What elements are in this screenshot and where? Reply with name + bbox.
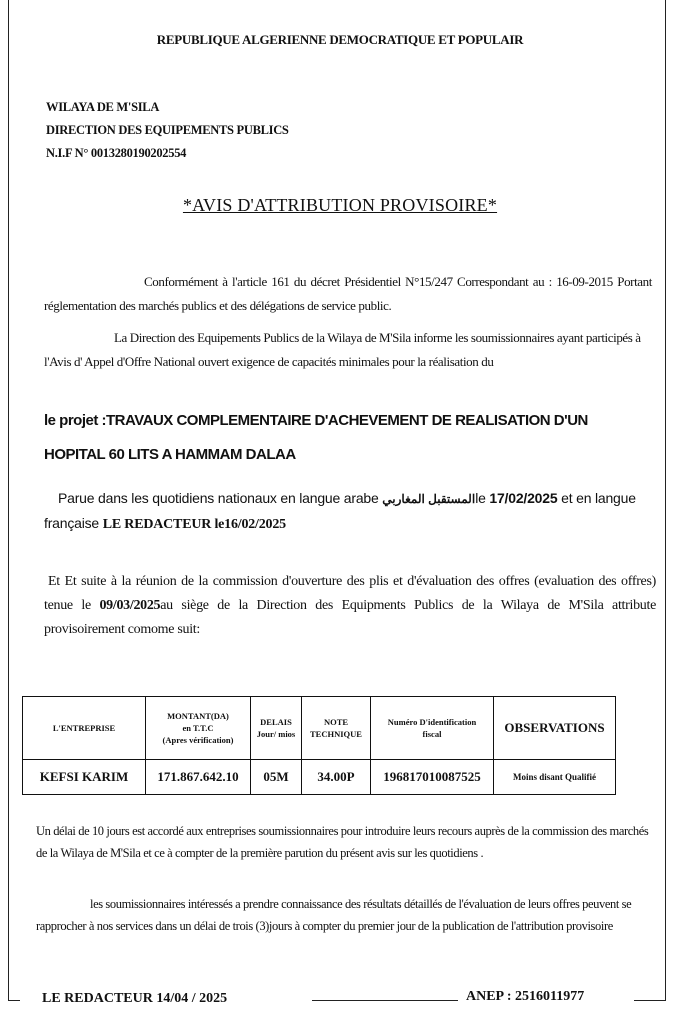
frame-border-bottom <box>312 1000 458 1001</box>
results-table <box>22 696 616 795</box>
commission-text-after: au siège de la Direction des Equipments Publics de la Wilaya de M'Sila attribute provisoirement comome suit: <box>44 598 656 637</box>
consultation-paragraph <box>36 893 656 937</box>
header-montant-line1: MONTANT(DA) <box>167 711 229 721</box>
commission-date: 09/03/2025 <box>99 598 161 613</box>
commission-paragraph <box>44 570 656 642</box>
frame-border-bottom <box>8 1000 20 1001</box>
redacteur-footer: LE REDACTEUR 14/04 / 2025 <box>42 991 228 1006</box>
direction-text: La Direction des Equipements Publics de la Wilaya de M'Sila informe les soumissionnaires ayant participés à l'Avis d' Appel d'Offre National ouvert exigence de capacités minimales pour la réalisation du <box>44 330 641 369</box>
publication-text-before: Parue dans les quotidiens nationaux en langue arabe <box>58 490 383 506</box>
project-title: le projet :TRAVAUX COMPLEMENTAIRE D'ACHEVEMENT DE REALISATION D'UN HOPITAL 60 LITS A HAMMAM DALAA <box>44 412 588 463</box>
french-newspaper: LE REDACTEUR le16/02/2025 <box>102 517 286 532</box>
anep-number: ANEP : 2516011977 <box>466 989 585 1004</box>
table-row <box>23 760 616 795</box>
header-delais-line1: DELAIS <box>260 717 292 727</box>
header-delais <box>251 697 302 760</box>
header-nif-line1: Numéro D'identification <box>387 717 477 727</box>
publication-paragraph <box>44 486 660 537</box>
header-entreprise: L'ENTREPRISE <box>23 697 146 760</box>
commission-text-before: Et Et suite à la réunion de la commission d'ouverture des plis et d'évaluation des offres (evaluation des offres) tenue le <box>44 574 656 613</box>
arabic-newspaper: المستقبل المغاربي <box>382 492 476 506</box>
direction-paragraph <box>44 326 652 374</box>
recours-paragraph: Un délai de 10 jours est accordé aux entreprises soumissionnaires pour introduire leurs recours auprès de la commission des marchés de la Wilaya de M'Sila et ce à compter de la première parution du présent avis sur les quotidiens . <box>36 824 649 860</box>
wilaya-name: WILAYA DE M'SILA <box>46 100 160 114</box>
header-note <box>302 697 371 760</box>
cell-montant: 171.867.642.10 <box>146 760 251 795</box>
publication-text-mid: le <box>475 490 490 506</box>
header-observations: OBSERVATIONS <box>494 697 616 760</box>
decree-text: Conformément à l'article 161 du décret Présidentiel N°15/247 Correspondant au : 16-09-2015 Portant réglementation des marchés publics et des délégations de service public. <box>44 274 652 313</box>
frame-border-left <box>8 0 9 1000</box>
direction-name: DIRECTION DES EQUIPEMENTS PUBLICS <box>46 123 289 137</box>
consultation-text: les soumissionnaires intéressés a prendre connaissance des résultats détaillés de l'évaluation de leurs offres peuvent se rapprocher à nos services dans un délai de trois (3)jours à compter du premier jour de la publication de l'attribution provisoire <box>36 897 632 933</box>
cell-entreprise: KEFSI KARIM <box>23 760 146 795</box>
header-delais-line2: Jour/ mios <box>256 729 296 739</box>
table-header-row <box>23 697 616 760</box>
header-montant <box>146 697 251 760</box>
cell-observation: Moins disant Qualifié <box>494 760 616 795</box>
header-montant-line2: en T.T.C <box>182 723 214 733</box>
frame-border-bottom <box>634 1000 666 1001</box>
notice-title: *AVIS D'ATTRIBUTION PROVISOIRE* <box>182 195 498 215</box>
cell-delais: 05M <box>251 760 302 795</box>
cell-note: 34.00P <box>302 760 371 795</box>
header-nif <box>371 697 494 760</box>
nif-number: N.I.F N° 0013280190202554 <box>46 146 187 160</box>
publication-text-after: et en langue française <box>44 490 636 531</box>
arabic-publication-date: 17/02/2025 <box>489 490 558 506</box>
organization-block <box>46 96 289 165</box>
cell-nif: 196817010087525 <box>371 760 494 795</box>
header-montant-line3: (Apres vérification) <box>162 735 234 745</box>
header-note-line1: NOTE <box>323 717 349 727</box>
header-nif-line2: fiscal <box>422 729 442 739</box>
decree-paragraph <box>44 270 652 318</box>
republic-header: REPUBLIQUE ALGERIENNE DEMOCRATIQUE ET POPULAIR <box>156 32 524 47</box>
header-note-line2: TECHNIQUE <box>310 729 362 739</box>
frame-border-right <box>665 0 666 1000</box>
